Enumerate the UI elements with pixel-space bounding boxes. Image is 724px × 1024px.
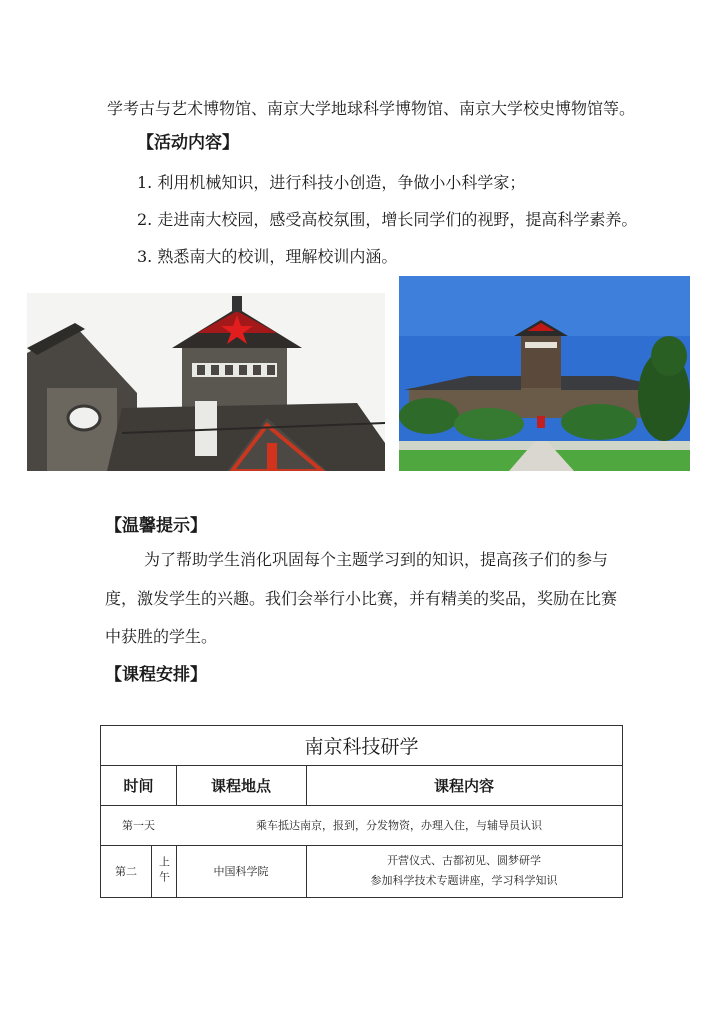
activity-heading: 【活动内容】 (137, 133, 239, 153)
row1-content: 乘车抵达南京，报到，分发物资，办理入住，与辅导员认识 (256, 819, 542, 832)
activity-item-2: 2. 走进南大校园，感受高校氛围，增长同学们的视野，提高科学素养。 (137, 210, 638, 229)
schedule-heading: 【课程安排】 (105, 665, 207, 685)
row1-day: 第一天 (122, 819, 155, 832)
schedule-table (100, 725, 623, 898)
tips-line-3: 中获胜的学生。 (105, 627, 218, 646)
tips-line-2: 度，激发学生的兴趣。我们会举行小比赛，并有精美的奖品，奖励在比赛 (105, 589, 618, 608)
intro-line: 学考古与艺术博物馆、南京大学地球科学博物馆、南京大学校史博物馆等。 (107, 99, 636, 118)
row2-content-line-1: 开营仪式、古都初见、圆梦研学 (387, 854, 541, 867)
row2-period: 上午 (157, 856, 171, 886)
row2-content-line-2: 参加科学技术专题讲座，学习科学知识 (370, 874, 558, 887)
tips-heading: 【温馨提示】 (105, 516, 207, 536)
column-header-content: 课程内容 (433, 776, 494, 795)
building-closeup-illustration (27, 293, 385, 471)
column-header-time: 时间 (123, 776, 154, 795)
row2-content (306, 845, 622, 897)
table-title: 南京科技研学 (304, 736, 419, 758)
row2-location: 中国科学院 (213, 865, 269, 878)
row2-day: 第二 (115, 865, 137, 878)
activity-item-1: 1. 利用机械知识，进行科技小创造，争做小小科学家； (137, 173, 526, 192)
photo-campus-tower (399, 276, 690, 471)
tips-line-1: 为了帮助学生消化巩固每个主题学习到的知识，提高孩子们的参与 (144, 550, 609, 569)
column-header-location: 课程地点 (210, 776, 271, 795)
activity-item-3: 3. 熟悉南大的校训，理解校训内涵。 (137, 247, 398, 266)
campus-tower-illustration (399, 276, 690, 471)
photo-building-closeup (27, 293, 385, 471)
